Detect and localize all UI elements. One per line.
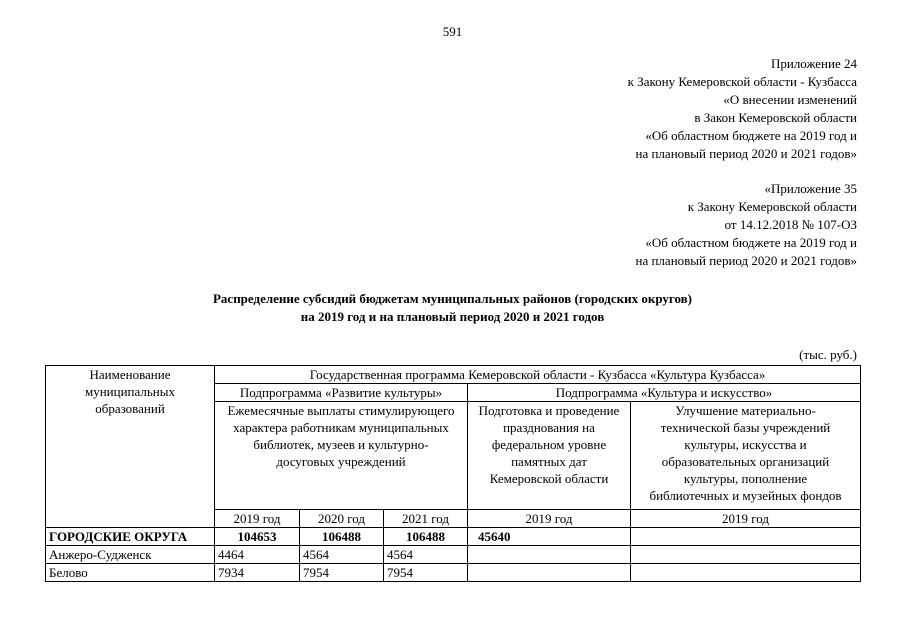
monthly-payments-header <box>215 402 468 510</box>
title-line: на 2019 год и на плановый период 2020 и 2021 годов <box>300 309 605 324</box>
cell-value <box>631 564 861 582</box>
appendix-line: на плановый период 2020 и 2021 годов» <box>635 253 857 268</box>
year-header: 2019 год <box>215 510 300 528</box>
name-header-line: муниципальных <box>84 384 175 399</box>
header-line: Ежемесячные выплаты стимулирующего <box>227 403 455 418</box>
appendix-line: «Об областном бюджете на 2019 год и <box>645 128 857 143</box>
cell-value: 106488 <box>300 528 384 546</box>
appendix-line: на плановый период 2020 и 2021 годов» <box>635 146 857 161</box>
header-line: культуры, пополнение <box>683 471 808 486</box>
original-appendix-block <box>636 180 858 270</box>
appendix-line: Приложение 24 <box>770 56 857 71</box>
page-number: 591 <box>442 24 463 39</box>
appendix-line: к Закону Кемеровской области - Кузбасса <box>627 74 857 89</box>
name-header-line: образований <box>95 401 165 416</box>
units-label: (тыс. руб.) <box>799 347 857 362</box>
cell-value: 7934 <box>215 564 300 582</box>
cell-value: 7954 <box>384 564 468 582</box>
memorial-dates-header <box>468 402 631 510</box>
subsidy-table <box>45 365 861 582</box>
cell-value: 4564 <box>300 546 384 564</box>
row-name: ГОРОДСКИЕ ОКРУГА <box>46 528 215 546</box>
cell-value <box>468 546 631 564</box>
table-row <box>46 546 861 564</box>
appendix-reference-block <box>628 55 857 163</box>
subprogram-1-header: Подпрограмма «Развитие культуры» <box>215 384 468 402</box>
header-line: библиотечных и музейных фондов <box>649 488 842 503</box>
header-line: досуговых учреждений <box>276 454 406 469</box>
appendix-line: «Об областном бюджете на 2019 год и <box>645 235 857 250</box>
cell-value <box>468 564 631 582</box>
table-row <box>46 528 861 546</box>
year-header: 2019 год <box>631 510 861 528</box>
header-line: характера работникам муниципальных <box>233 420 449 435</box>
header-line: празднования на <box>503 420 595 435</box>
appendix-line: в Закон Кемеровской области <box>694 110 857 125</box>
cell-value: 106488 <box>384 528 468 546</box>
appendix-line: «Приложение 35 <box>764 181 857 196</box>
cell-value: 104653 <box>215 528 300 546</box>
year-header: 2020 год <box>300 510 384 528</box>
document-title <box>0 290 905 326</box>
cell-value <box>631 528 861 546</box>
appendix-line: к Закону Кемеровской области <box>687 199 857 214</box>
cell-value: 4464 <box>215 546 300 564</box>
name-header <box>46 366 215 528</box>
row-name: Белово <box>46 564 215 582</box>
cell-value: 7954 <box>300 564 384 582</box>
cell-value: 45640 <box>468 528 631 546</box>
header-line: федеральном уровне <box>491 437 607 452</box>
material-base-header <box>631 402 861 510</box>
header-line: культуры, искусства и <box>684 437 807 452</box>
header-line: памятных дат <box>511 454 587 469</box>
header-line: Кемеровской области <box>489 471 609 486</box>
cell-value: 4564 <box>384 546 468 564</box>
cell-value <box>631 546 861 564</box>
header-line: библиотек, музеев и культурно- <box>253 437 429 452</box>
title-line: Распределение субсидий бюджетам муниципальных районов (городских округов) <box>212 291 692 306</box>
appendix-line: «О внесении изменений <box>723 92 857 107</box>
appendix-line: от 14.12.2018 № 107-ОЗ <box>724 217 857 232</box>
program-header: Государственная программа Кемеровской области - Кузбасса «Культура Кузбасса» <box>215 366 861 384</box>
row-name: Анжеро-Судженск <box>46 546 215 564</box>
table-row <box>46 564 861 582</box>
year-header: 2021 год <box>384 510 468 528</box>
header-line: образовательных организаций <box>661 454 830 469</box>
header-line: технической базы учреждений <box>660 420 831 435</box>
year-header: 2019 год <box>468 510 631 528</box>
header-line: Улучшение материально- <box>675 403 816 418</box>
header-line: Подготовка и проведение <box>478 403 620 418</box>
name-header-line: Наименование <box>89 367 171 382</box>
subprogram-2-header: Подпрограмма «Культура и искусство» <box>468 384 861 402</box>
